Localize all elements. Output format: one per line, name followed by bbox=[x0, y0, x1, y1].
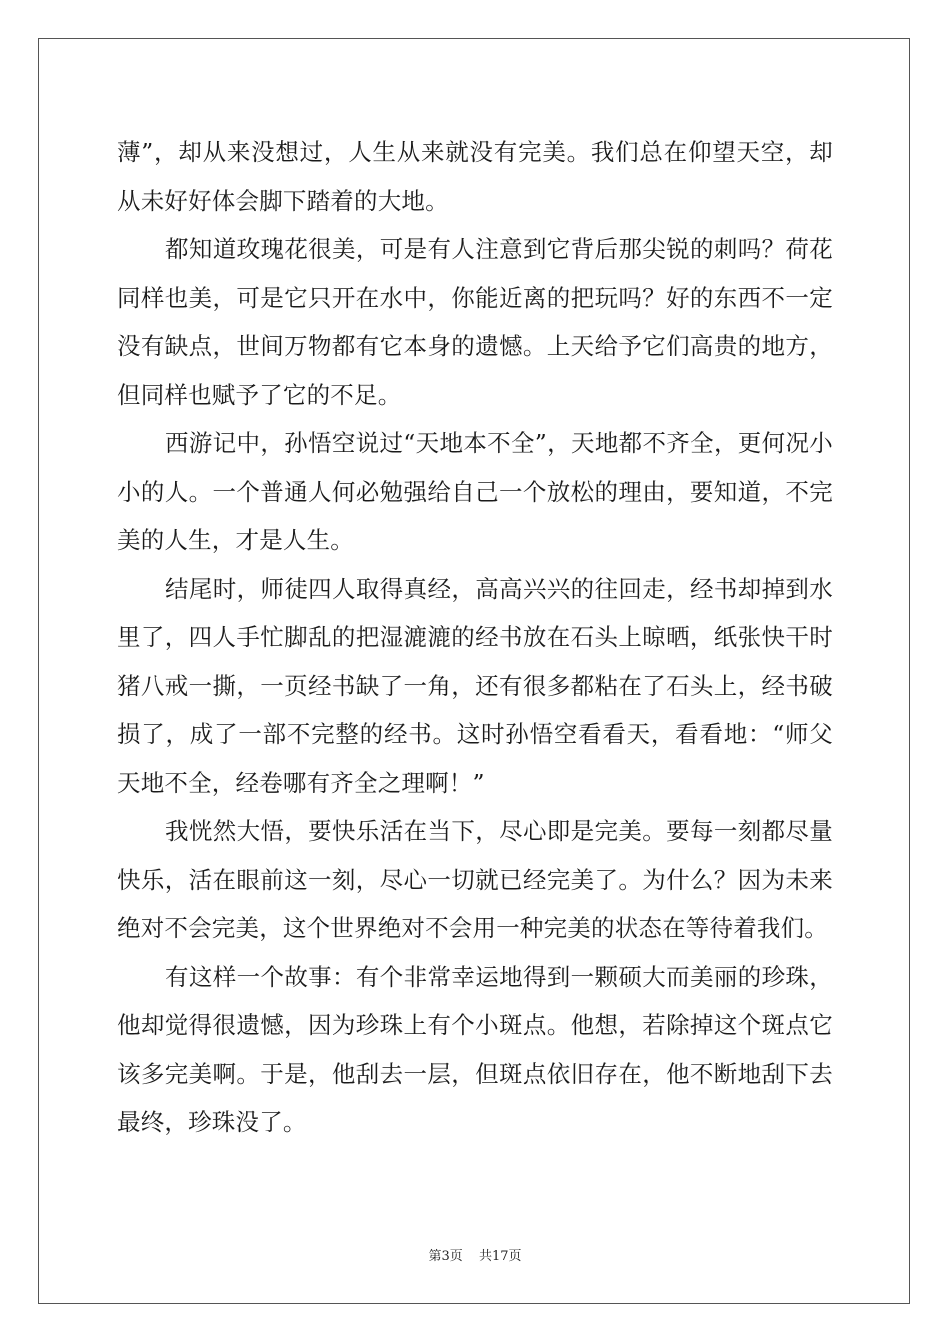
paragraph-5: 我恍然大悟，要快乐活在当下，尽心即是完美。要每一刻都尽量快乐，活在眼前这一刻，尽心一切就已经完美了。为什么？因为未来绝对不会完美，这个世界绝对不会用一种完美的状态在等待着我们。 bbox=[117, 817, 833, 942]
page-total: 共17页 bbox=[478, 1249, 522, 1264]
paragraph-4: 结尾时，师徒四人取得真经，高高兴兴的往回走，经书却掉到水里了，四人手忙脚乱的把湿漉漉的经书放在石头上晾晒，纸张快干时猪八戒一撕，一页经书缺了一角，还有很多都粘在了石头上，经书破损了，成了一部不完整的经书。这时孙悟空看看天，看看地：“师父天地不全，经卷哪有齐全之理啊！” bbox=[117, 574, 833, 797]
paragraph-2: 都知道玫瑰花很美，可是有人注意到它背后那尖锐的刺吗？荷花同样也美，可是它只开在水中，你能近离的把玩吗？好的东西不一定没有缺点，世间万物都有它本身的遗憾。上天给予它们高贵的地方，但同样也赋予了它的不足。 bbox=[117, 235, 833, 409]
page-footer bbox=[0, 1245, 950, 1264]
paragraph-1: 薄”，却从来没想过，人生从来就没有完美。我们总在仰望天空，却从未好好体会脚下踏着的大地。 bbox=[117, 138, 833, 215]
paragraph-6: 有这样一个故事：有个非常幸运地得到一颗硕大而美丽的珍珠，他却觉得很遗憾，因为珍珠上有个小斑点。他想，若除掉这个斑点它该多完美啊。于是，他刮去一层，但斑点依旧存在，他不断地刮下去最终，珍珠没了。 bbox=[117, 962, 833, 1136]
document-body bbox=[117, 128, 833, 1147]
paragraph-3: 西游记中，孙悟空说过“天地本不全”，天地都不齐全，更何况小小的人。一个普通人何必勉强给自己一个放松的理由，要知道，不完美的人生，才是人生。 bbox=[117, 429, 833, 554]
page-number: 第3页 bbox=[428, 1249, 463, 1264]
